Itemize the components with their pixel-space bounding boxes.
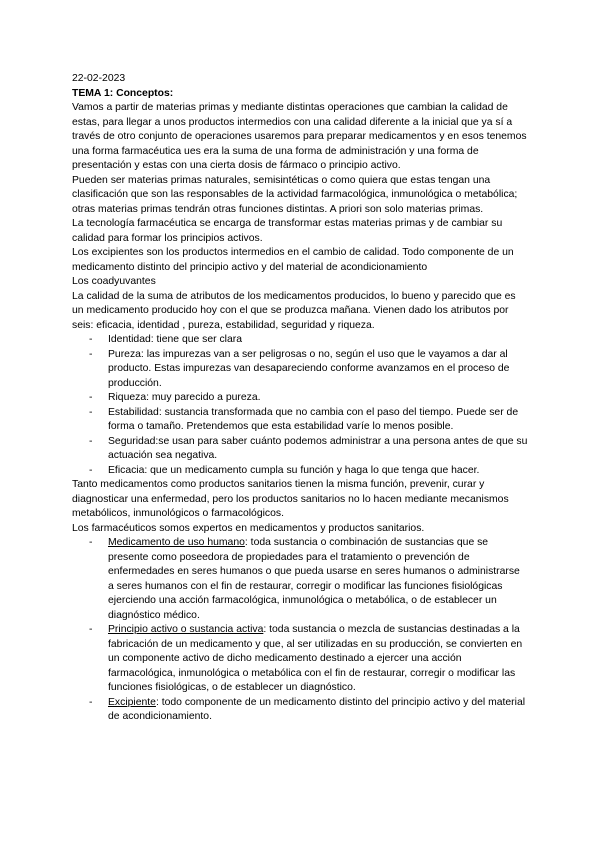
list-item [72,696,528,725]
paragraph: La tecnología farmacéutica se encarga de transformar estas materias primas y de cambiar su calidad para formar los principios activos. [72,218,503,244]
paragraph: Los coadyuvantes [72,276,156,287]
definition-term: Principio activo o sustancia activa [108,624,264,635]
definition-term: Excipiente [108,696,156,708]
document-date: 22-02-2023 [72,73,126,84]
attributes-list [72,333,528,478]
definitions-list [72,536,528,725]
paragraph: Tanto medicamentos como productos sanitarios tienen la misma función, prevenir, curar y diagnosticar una enfermedad, pero los productos sanitarios no lo hacen mediante mecanismos metabólicos, inmunológicos o farmacológicos. [72,479,509,519]
paragraph: Los farmacéuticos somos expertos en medicamentos y productos sanitarios. [72,522,425,534]
paragraph: Los excipientes son los productos intermedios en el cambio de calidad. Todo componente de un medicamento distinto del principio activo y del material de acondicionamiento [72,247,514,273]
definition-text: : toda sustancia o mezcla de sustancias destinadas a la fabricación de un medicamento y que, al ser utilizadas en su producción, se convierten en un componente activo de dicho medicamento destinado a ejercer una acción farmacológica, inmunológica o metabólica con el fin de restaurar, corregir o modificar las funciones fisiológicas, o de establecer un diagnóstico. [108,624,523,693]
document-body [72,72,528,725]
definition-text: : toda sustancia o combinación de sustancias que se presente como poseedora de propiedades para el tratamiento o prevención de enfermedades en seres humanos o que pueda usarse en seres humanos o administrarse a seres humanos con el fin de restaurar, corregir o modificar las funciones fisiológicas ejerciendo una acción farmacológica, inmunológica o metabólica, o de establecer un diagnóstico médico. [108,537,520,621]
list-item: - Pureza: las impurezas van a ser peligrosas o no, según el uso que le vayamos a dar al producto. Estas impurezas van desapareciendo conforme avanzamos en el proceso de producción. [72,348,528,392]
paragraph: Pueden ser materias primas naturales, semisintéticas o como quiera que estas tengan una clasificación que son las responsables de la actividad farmacológica, inmunológica o metabólica; otras materias primas tendrán otras funciones distintas. A priori son solo materias primas. [72,174,518,215]
list-item [72,623,528,696]
document-title: TEMA 1: Conceptos: [72,87,174,99]
list-item: - Riqueza: muy parecido a pureza. [72,391,528,406]
paragraph: Vamos a partir de materias primas y mediante distintas operaciones que cambian la calidad de estas, para llegar a unos productos intermedios con una calidad diferente a la inicial que ya sí a través de otro conjunto de operaciones usaremos para preparar medicamentos y en esos tenemos una forma farmacéutica ues era la suma de una forma de administración y una forma de presentación y estas con una cierta dosis de fármaco o principio activo. [72,102,527,171]
definition-term: Medicamento de uso humano [108,537,245,548]
list-item: - Eficacia: que un medicamento cumpla su función y haga lo que tenga que hacer. [72,464,528,479]
paragraph: La calidad de la suma de atributos de los medicamentos producidos, lo bueno y parecido que es un medicamento producido hoy con el que se produzca mañana. Vienen dado los atributos por seis: eficacia, identidad , pureza, estabilidad, seguridad y riqueza. [72,290,516,331]
list-item [72,536,528,623]
list-item: - Seguridad:se usan para saber cuánto podemos administrar a una persona antes de que su actuación sea negativa. [72,435,528,464]
list-item: - Identidad: tiene que ser clara [72,333,528,348]
list-item: - Estabilidad: sustancia transformada que no cambia con el paso del tiempo. Puede ser de forma o tamaño. Pretendemos que esta estabilidad varíe lo menos posible. [72,406,528,435]
definition-text: : todo componente de un medicamento distinto del principio activo y del material de acondicionamiento. [108,696,526,722]
